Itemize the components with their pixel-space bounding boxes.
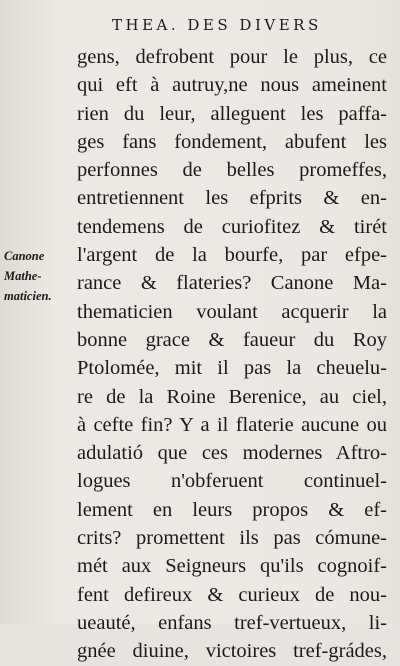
text-line: crits? promettent ils pas cómune- — [77, 527, 387, 550]
text-line: fent defireux & curieux de nou- — [77, 583, 387, 606]
text-line: lement en leurs propos & ef- — [77, 498, 387, 521]
text-line: logues n'obferuent continuel- — [77, 470, 387, 493]
text-line: rien du leur, alleguent les paffa- — [77, 102, 387, 125]
text-line: thematicien voulant acquerir la — [77, 300, 387, 323]
text-line: l'argent de la bourfe, par efpe- — [77, 244, 387, 267]
text-line: bonne grace & faueur du Roy — [77, 328, 387, 351]
text-line: qui eft à autruy,ne nous ameinent — [77, 74, 387, 97]
text-line: adulatió que ces modernes Aftro- — [77, 442, 387, 465]
text-line: re de la Roine Berenice, au ciel, — [77, 385, 387, 408]
text-line: gens, defrobent pour le plus, ce — [77, 46, 387, 68]
text-line: Ptolomée, mit il pas la cheuelu- — [77, 357, 387, 380]
text-line: gnée diuine, victoires tref-grádes, — [77, 640, 387, 663]
text-line: perfonnes de belles promeffes, — [77, 159, 387, 182]
body-text — [77, 43, 387, 666]
running-head: THEA. DES DIVERS — [112, 16, 322, 34]
text-line: rance & flateries? Canone Ma- — [77, 272, 387, 295]
marginal-note — [4, 246, 74, 306]
text-line: ges fans fondement, abufent les — [77, 130, 387, 153]
marginal-note-line: Mathe- — [4, 269, 42, 283]
text-line: ueauté, enfans tref-vertueux, li- — [77, 611, 387, 634]
text-line: tendemens de curiofitez & tirét — [77, 215, 387, 238]
text-line: entretiennent les efprits & en- — [77, 187, 387, 210]
marginal-note-line: Canone — [4, 249, 45, 263]
text-line: mét aux Seigneurs qu'ils cognoif- — [77, 555, 387, 578]
text-line: à cefte fin? Y a il flaterie aucune ou — [77, 413, 387, 436]
marginal-note-line: maticien. — [4, 289, 52, 303]
